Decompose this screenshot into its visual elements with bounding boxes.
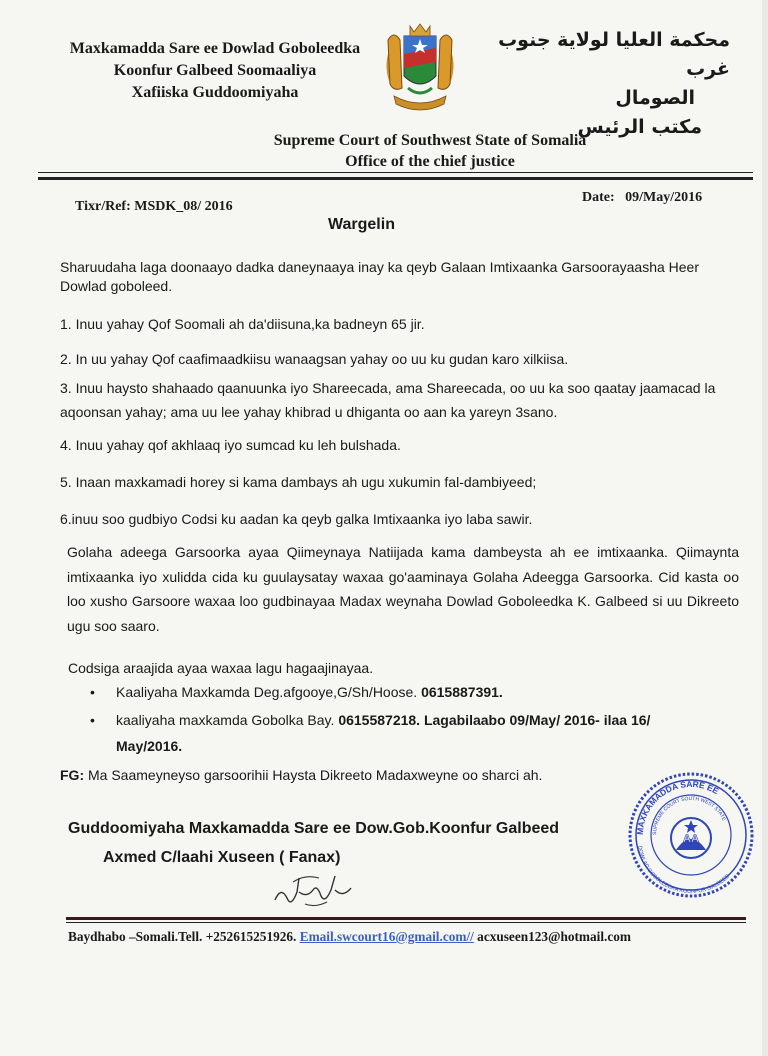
svg-text:SUPREME COURT SOUTH WEST STATE: SUPREME COURT SOUTH WEST STATE <box>651 795 727 836</box>
reference-number: Tixr/Ref: MSDK_08/ 2016 <box>75 199 233 214</box>
date-line <box>582 190 702 206</box>
intro-text: Sharuudaha laga doonaayo dadka daneynaaya inay ka qeyb Galaan Imtixaanka Garsoorayaasha Heer Dowlad goboleed. <box>60 259 699 294</box>
header-somali-line-1: Maxkamadda Sare ee Dowlad Goboleedka <box>69 40 361 57</box>
header-arabic <box>470 26 730 142</box>
contact-2-phone-dates: 0615587218. Lagabilaabo 09/May/ 2016- ilaa 16/ <box>338 712 651 728</box>
footnote-label: FG: <box>60 767 85 783</box>
svg-text:MAXKAMADDA SARE EE: MAXKAMADDA SARE EE <box>634 778 721 836</box>
header-english-line-2: Office of the chief justice <box>345 153 515 170</box>
requirement-6: 6.inuu soo gudbiyo Codsi ku aadan ka qeyb galka Imtixaanka iyo laba sawir. <box>60 511 533 527</box>
footer-email-2: acxuseen123@hotmail.com <box>473 929 631 944</box>
letter-page: Maxkamadda Sare ee Dowlad Goboleedka Koonfur Galbeed Soomaaliya Xafiiska Guddoomiyaha محكمة العليا لولاية جنوب غرب الصومال مكتب الرئيس Supreme Court of Southwest State of Somalia Office of the chief justice Tixr/Ref: MSDK_08/ 2016 Date: 09/May/2016 Wargelin Sharuudaha laga doonaayo dadka daneynaaya inay ka qeyb Galaan Imtixaanka Garsoorayaasha Heer Dowlad goboleed. 1. Inuu yahay Qof Soomali ah da'diisuna,ka badneyn 65 jir. 2. In uu yahay Qof caafimaadkiisu wanaagsan yahay oo uu ku gudan karo xilkiisa. 3. Inuu haysto shahaado qaanuunka iyo Shareecada, ama Shareecada, oo uu ka soo qaatay jaamacad la aqoonsan yahay; ama uu lee yahay khibrad u dhiganta oo aan ka yareyn 3sano. 4. Inuu yahay qof akhlaaq iyo sumcad ku leh bulshada. 5. Inaan maxkamadi horey si kama dambays ah ugu xukumin fal-dambiyeed; 6.inuu soo gudbiyo Codsi ku aadan ka qeyb galka Imtixaanka iyo laba sawir. Golaha adeega Garsoorka ayaa Qiimeynaya Natiijada kama dambeysta ah ee imtixaanka. Qiimaynta imtixaanka iyo xulidda cida ku guulaysatay waxaa go'aaminaya Golaha Adeegga Garsoorka. Cid kasta oo loo xusho Garsoore waxaa loo gudbinayaa Madax weynaha Dowlad Goboleedka K. Galbeed si uu Dikreeto ugu soo saaro. Codsiga araajida ayaa waxaa lagu hagaajinayaa. • Kaaliyaha Maxkamda Deg.afgooye,G/Sh/Hoose. 0615887391. • kaaliyaha maxkamda Gobolka Bay. 0615587218. Lagabilaabo 09/May/ 2016- ilaa 16/ May/2016. FG: Ma Saameyneyso garsoorihii Haysta Dikreeto Madaxweyne oo sharci ah. Guddoomiyaha Maxkamadda Sare ee Dow.Gob.Koonfur Galbeed Axmed C/laahi Xuseen ( Fanax) MAXKAMADDA SARE EE DOWLAD GOBOLEEDKA KOONFUR GALBEED SUPREME COURT SOUTH WEST STATE AA Baydhabo –Somali.Tell. +252615251926. Email.swcourt16@gmail.com// acxuseen123@hotmail.com <box>0 0 762 1056</box>
contact-2-date-end: May/2016. <box>116 738 183 754</box>
requirement-2: 2. In uu yahay Qof caafimaadkiisu wanaagsan yahay oo uu ku gudan karo xilkiisa. <box>60 351 569 367</box>
signatory-title: Guddoomiyaha Maxkamadda Sare ee Dow.Gob.Koonfur Galbeed <box>68 820 560 837</box>
footer-rule-thick <box>66 917 746 920</box>
requirement-4: 4. Inuu yahay qof akhlaaq iyo sumcad ku leh bulshada. <box>60 437 401 453</box>
header-arabic-line-3: مكتب الرئيس <box>577 116 702 138</box>
signatory-name: Axmed C/laahi Xuseen ( Fanax) <box>103 849 341 866</box>
footer-phone: Baydhabo –Somali.Tell. +252615251926. <box>68 929 300 944</box>
svg-text:AA: AA <box>683 833 699 845</box>
header-english <box>230 130 630 172</box>
footer-email-link[interactable]: Email.swcourt16@gmail.com// <box>299 929 474 944</box>
coat-of-arms-emblem <box>380 18 460 118</box>
requirement-3: 3. Inuu haysto shahaado qaanuunka iyo Shareecada, ama Shareecada, oo uu ka soo qaatay jaamacad la aqoonsan yahay; ama uu lee yahay khibrad u dhiganta oo aan ka yareyn 3sano. <box>60 380 716 420</box>
requirement-1: 1. Inuu yahay Qof Soomali ah da'diisuna,ka badneyn 65 jir. <box>60 316 425 332</box>
header-somali <box>40 38 390 104</box>
header-arabic-line-2: الصومال <box>615 87 695 109</box>
header-somali-line-3: Xafiiska Guddoomiyaha <box>131 84 299 101</box>
footer-rule-thin <box>66 922 746 923</box>
header-english-line-1: Supreme Court of Southwest State of Somalia <box>273 132 587 149</box>
handwritten-signature <box>265 868 365 913</box>
header-rule-thick <box>38 177 753 180</box>
footnote-text: Ma Saameyneyso garsoorihii Haysta Dikreeto Madaxweyne oo sharci ah. <box>84 767 543 783</box>
header-arabic-line-1: محكمة العليا لولاية جنوب غرب <box>498 29 730 80</box>
contact-1-text: Kaaliyaha Maxkamda Deg.afgooye,G/Sh/Hoose. <box>116 684 422 700</box>
date-label: Date: <box>582 190 615 205</box>
header-somali-line-2: Koonfur Galbeed Soomaaliya <box>113 62 317 79</box>
notice-title: Wargelin <box>328 216 395 233</box>
date-value: 09/May/2016 <box>625 190 703 205</box>
court-stamp <box>626 770 756 900</box>
requirement-5: 5. Inaan maxkamadi horey si kama dambays ah ugu xukumin fal-dambiyeed; <box>60 474 537 490</box>
submission-intro: Codsiga araajida ayaa waxaa lagu hagaajinayaa. <box>68 660 374 676</box>
svg-text:DOWLAD GOBOLEEDKA KOONFUR GALB: DOWLAD GOBOLEEDKA KOONFUR GALBEED <box>636 845 732 896</box>
header-rule-thin <box>38 172 753 173</box>
footer-contact <box>68 929 631 945</box>
evaluation-paragraph: Golaha adeega Garsoorka ayaa Qiimeynaya Natiijada kama dambeysta ah ee imtixaanka. Qiimaynta imtixaanka iyo xulidda cida ku guulaysatay waxaa go'aaminaya Golaha Adeegga Garsoorka. Cid kasta oo loo xusho Garsoore waxaa loo gudbinayaa Madax weynaha Dowlad Goboleedka K. Galbeed si uu Dikreeto ugu soo saaro. <box>67 544 739 634</box>
contact-2-text: kaaliyaha maxkamda Gobolka Bay. <box>116 712 339 728</box>
contact-1-phone: 0615887391. <box>421 684 503 700</box>
